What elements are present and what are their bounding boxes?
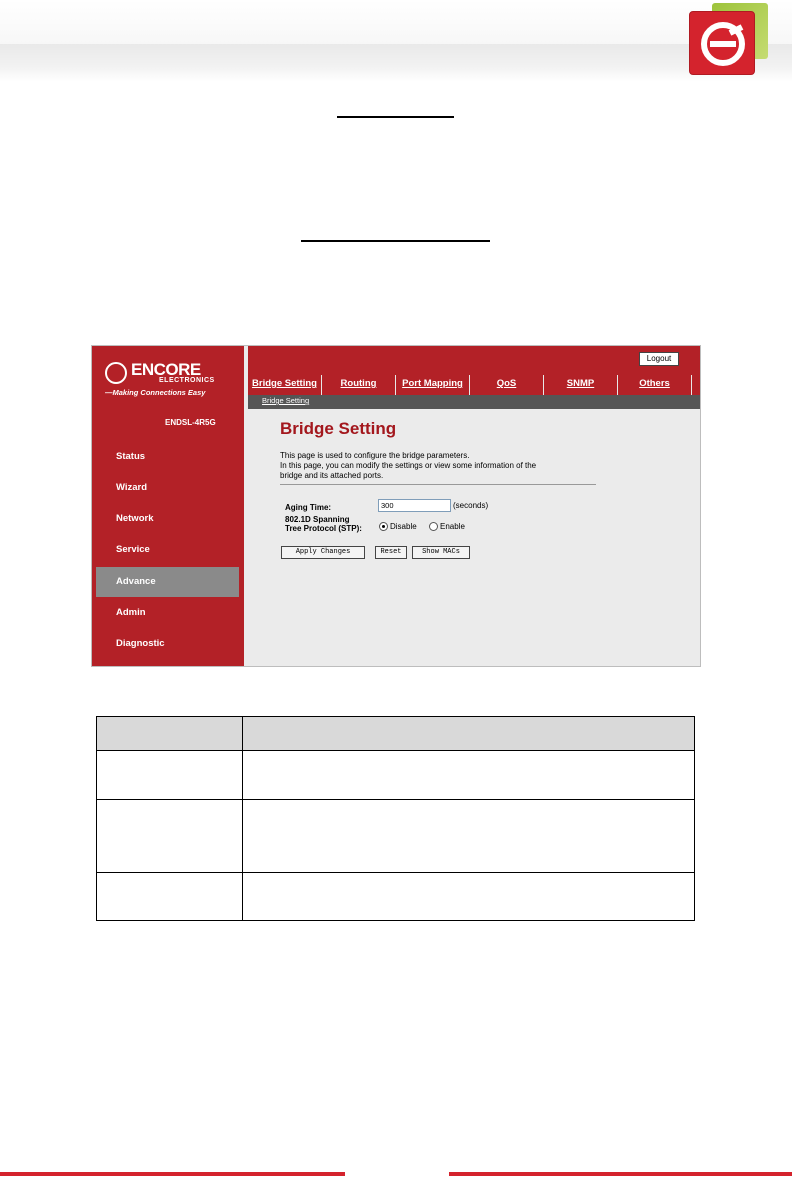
model-name: ENDSL-4R5G (165, 418, 216, 427)
subheading-rule (301, 240, 490, 242)
sidebar-item-admin[interactable]: Admin (116, 607, 146, 618)
stp-label-line: 802.1D Spanning (285, 515, 350, 524)
sidebar-item-network[interactable]: Network (116, 513, 154, 524)
aging-time-label: Aging Time: (285, 503, 332, 512)
page-description (280, 451, 610, 481)
encore-e-mark-icon (696, 17, 750, 71)
tab-bridge-setting[interactable]: Bridge Setting (248, 375, 322, 395)
sidebar-item-status[interactable]: Status (116, 451, 146, 462)
sidebar (92, 346, 244, 666)
footer-rule-right (449, 1172, 792, 1176)
show-macs-button[interactable]: Show MACs (412, 546, 470, 559)
brand-logo (105, 360, 231, 400)
tab-routing[interactable]: Routing (322, 375, 396, 395)
brand-e-icon (105, 362, 127, 384)
sidebar-item-service[interactable]: Service (116, 544, 150, 555)
brand-name: ENCORE (131, 360, 201, 379)
tab-qos[interactable]: QoS (470, 375, 544, 395)
brand-tagline: —Making Connections Easy (105, 388, 206, 397)
stp-disable-label: Disable (390, 522, 417, 531)
tab-others[interactable]: Others (618, 375, 692, 395)
tab-port-mapping[interactable]: Port Mapping (396, 375, 470, 395)
description-table (96, 716, 695, 921)
column-divider (242, 717, 243, 920)
stp-disable-radio[interactable] (379, 522, 388, 531)
reset-button[interactable]: Reset (375, 546, 407, 559)
description-line: This page is used to configure the bridge parameters. (280, 451, 470, 460)
subtab-bridge-setting[interactable]: Bridge Setting (262, 396, 310, 405)
tab-bar (248, 373, 700, 395)
sidebar-item-diagnostic[interactable]: Diagnostic (116, 638, 165, 649)
logout-button[interactable]: Logout (639, 352, 679, 366)
heading-rule (337, 116, 454, 118)
row-divider (97, 872, 694, 873)
aging-time-input[interactable]: 300 (378, 499, 451, 512)
row-divider (97, 799, 694, 800)
stp-enable-label: Enable (440, 522, 465, 531)
stp-label-line: Tree Protocol (STP): (285, 524, 362, 533)
page-header-top (0, 0, 792, 44)
brand-subtitle: ELECTRONICS (159, 377, 215, 384)
page-header-band (0, 44, 792, 82)
table-header (97, 717, 694, 751)
sidebar-item-advance[interactable]: Advance (96, 567, 239, 597)
footer-rule-left (0, 1172, 345, 1176)
sidebar-item-wizard[interactable]: Wizard (116, 482, 148, 493)
stp-label (285, 515, 362, 533)
sub-tab-bar (248, 395, 700, 409)
apply-changes-button[interactable]: Apply Changes (281, 546, 365, 559)
description-line: bridge and its attached ports. (280, 471, 384, 480)
encore-logo-icon (689, 11, 755, 75)
router-screenshot (91, 345, 701, 667)
tab-snmp[interactable]: SNMP (544, 375, 618, 395)
stp-enable-radio[interactable] (429, 522, 438, 531)
top-bar (248, 346, 700, 373)
page-title: Bridge Setting (280, 419, 397, 438)
main-content (248, 409, 700, 666)
aging-time-unit: (seconds) (453, 501, 489, 510)
divider (280, 484, 596, 485)
description-line: In this page, you can modify the settings or view some information of the (280, 461, 537, 470)
